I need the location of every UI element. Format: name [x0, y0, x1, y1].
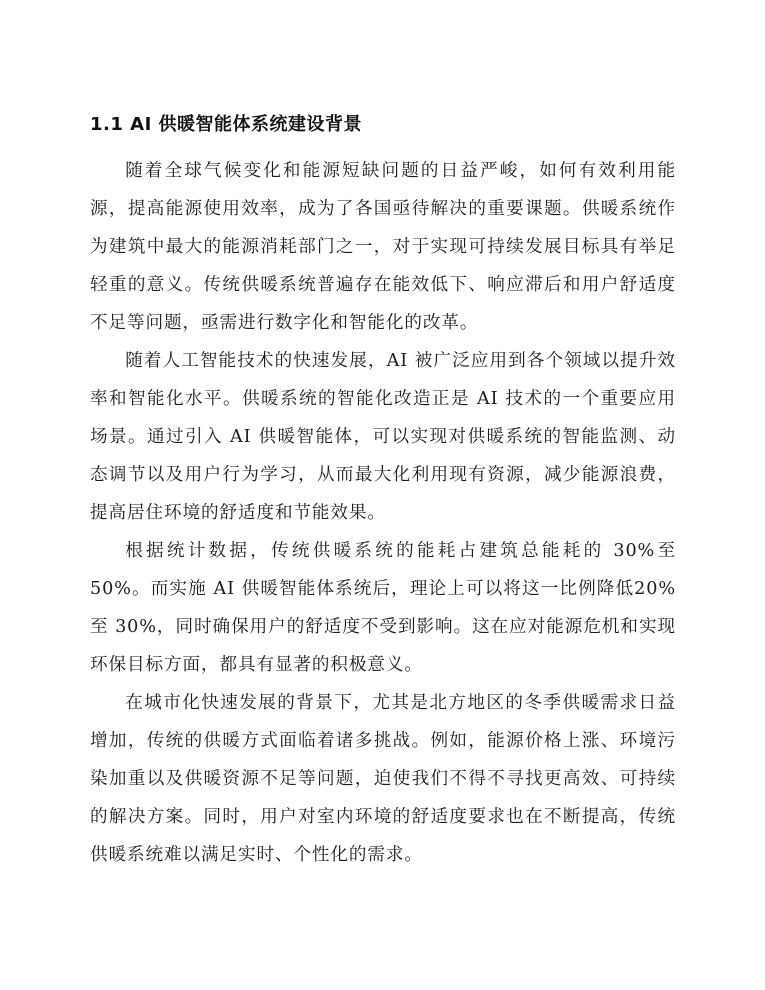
section-heading: 1.1 AI 供暖智能体系统建设背景	[90, 114, 363, 135]
document-body	[90, 112, 676, 874]
paragraph-4: 在城市化快速发展的背景下，尤其是北方地区的冬季供暖需求日益增加，传统的供暖方式面临着诸多挑战。例如，能源价格上涨、环境污染加重以及供暖资源不足等问题，迫使我们不得不寻找更高效、可持续的解决方案。同时，用户对室内环境的舒适度要求也在不断提高，传统供暖系统难以满足实时、个性化的需求。	[90, 693, 676, 865]
paragraph-3: 根据统计数据，传统供暖系统的能耗占建筑总能耗的 30%至50%。而实施 AI 供暖智能体系统后，理论上可以将这一比例降低20%至 30%，同时确保用户的舒适度不受到影响。这在应对能源危机和实现环保目标方面，都具有显著的积极意义。	[90, 541, 676, 675]
paragraph-2: 随着人工智能技术的快速发展，AI 被广泛应用到各个领域以提升效率和智能化水平。供暖系统的智能化改造正是 AI 技术的一个重要应用场景。通过引入 AI 供暖智能体，可以实现对供暖系统的智能监测、动态调节以及用户行为学习，从而最大化利用现有资源，减少能源浪费，提高居住环境的舒适度和节能效果。	[90, 351, 676, 523]
paragraph-1: 随着全球气候变化和能源短缺问题的日益严峻，如何有效利用能源，提高能源使用效率，成为了各国亟待解决的重要课题。供暖系统作为建筑中最大的能源消耗部门之一，对于实现可持续发展目标具有举足轻重的意义。传统供暖系统普遍存在能效低下、响应滞后和用户舒适度不足等问题，亟需进行数字化和智能化的改革。	[90, 161, 676, 333]
